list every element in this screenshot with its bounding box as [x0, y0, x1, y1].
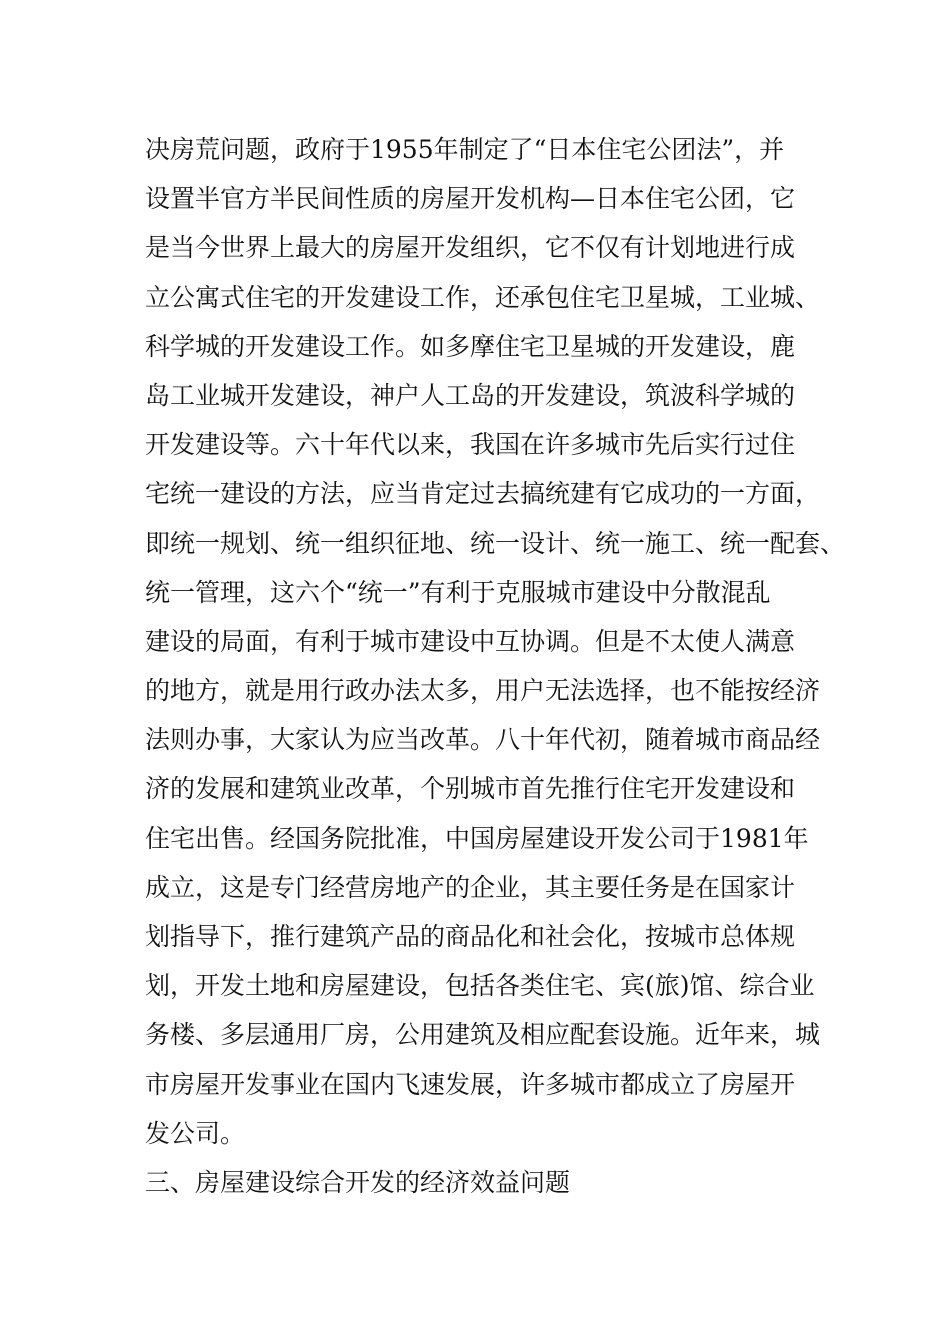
paragraph-line: 是当今世界上最大的房屋开发组织，它不仅有计划地进行成	[145, 233, 796, 263]
paragraph-line: 发公司。	[145, 1118, 246, 1148]
paragraph-line: 法则办事，大家认为应当改革。八十年代初，随着城市商品经	[145, 725, 821, 755]
paragraph-line: 科学城的开发建设工作。如多摩住宅卫星城的开发建设，鹿	[145, 331, 796, 361]
paragraph-line: 划指导下，推行建筑产品的商品化和社会化，按城市总体规	[145, 922, 796, 951]
paragraph-line: 宅统一建设的方法，应当肯定过去搞统建有它成功的一方面，	[145, 479, 821, 509]
paragraph-line: 统一管理，这六个“统一”有利于克服城市建设中分散混乱	[145, 577, 771, 607]
paragraph-line: 设置半官方半民间性质的房屋开发机构—日本住宅公团，它	[145, 184, 796, 214]
paragraph-line: 开发建设等。六十年代以来，我国在许多城市先后实行过住	[145, 430, 796, 460]
paragraph-line: 决房荒问题，政府于1955年制定了“日本住宅公团法”，并	[145, 135, 785, 164]
paragraph-line: 立公寓式住宅的开发建设工作，还承包住宅卫星城，工业城、	[145, 282, 821, 312]
section-heading: 三、房屋建设综合开发的经济效益问题	[145, 1167, 571, 1197]
paragraph-line: 成立，这是专门经营房地产的企业，其主要任务是在国家计	[145, 872, 796, 902]
paragraph-line: 岛工业城开发建设，神户人工岛的开发建设，筑波科学城的	[145, 380, 796, 410]
paragraph-line: 务楼、多层通用厂房，公用建筑及相应配套设施。近年来，城	[145, 1020, 821, 1050]
paragraph-line: 济的发展和建筑业改革，个别城市首先推行住宅开发建设和	[145, 774, 796, 804]
document-body	[145, 125, 845, 1207]
paragraph-line: 的地方，就是用行政办法太多，用户无法选择，也不能按经济	[145, 676, 821, 706]
paragraph	[145, 125, 845, 1158]
paragraph-line: 市房屋开发事业在国内飞速发展，许多城市都成立了房屋开	[145, 1069, 796, 1099]
paragraph-line: 建设的局面，有利于城市建设中互协调。但是不太使人满意	[145, 626, 796, 656]
paragraph-line: 即统一规划、统一组织征地、统一设计、统一施工、统一配套、	[145, 528, 845, 558]
paragraph-line: 住宅出售。经国务院批准，中国房屋建设开发公司于1981年	[145, 823, 809, 853]
paragraph-line: 划，开发土地和房屋建设，包括各类住宅、宾(旅)馆、综合业	[145, 971, 815, 1001]
